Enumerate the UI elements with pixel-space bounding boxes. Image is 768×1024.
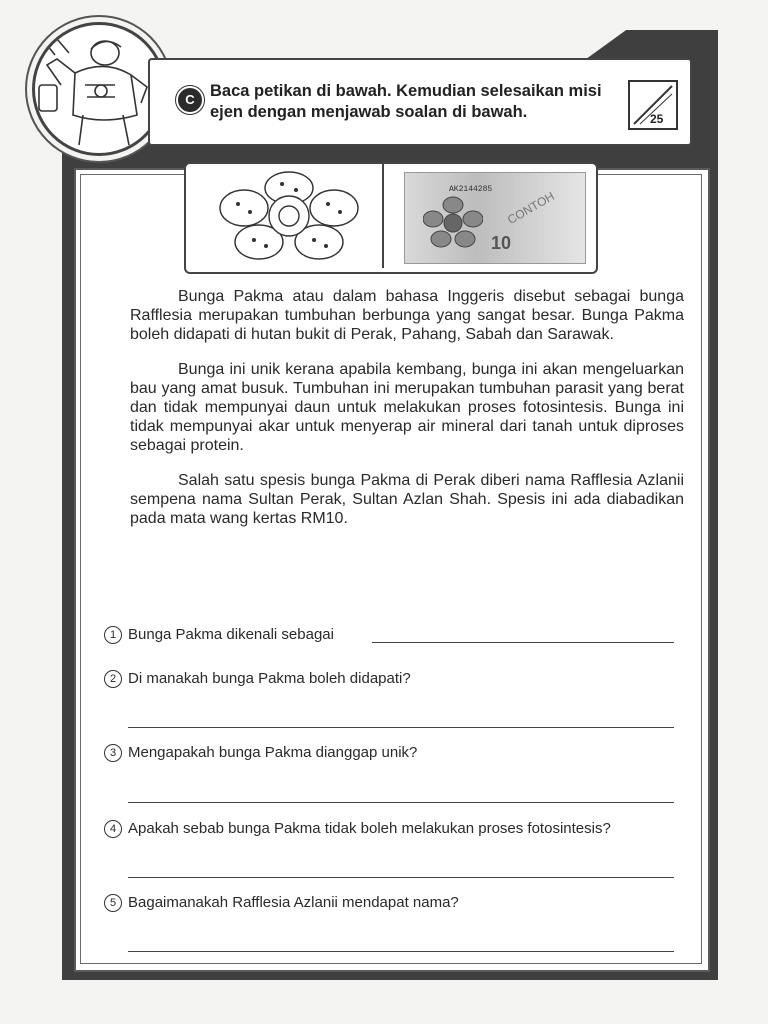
answer-line-1[interactable] xyxy=(372,642,674,643)
answer-line-3[interactable] xyxy=(128,802,674,803)
question-number: 3 xyxy=(104,744,122,762)
instruction-text: Baca petikan di bawah. Kemudian selesaikan misi ejen dengan menjawab soalan di bawah. xyxy=(210,82,602,121)
rafflesia-flower-drawing xyxy=(214,168,364,264)
banknote-serial: AK2144285 xyxy=(449,185,493,194)
banknote-watermark: CONTOH xyxy=(504,188,557,228)
question-text: Bunga Pakma dikenali sebagai xyxy=(128,626,334,643)
question-number: 2 xyxy=(104,670,122,688)
question-4 xyxy=(104,820,611,838)
score-total: 25 xyxy=(650,112,664,126)
passage-paragraph-2: Bunga ini unik kerana apabila kembang, bunga ini akan mengeluarkan bau yang amat busuk. Tumbuhan ini merupakan tumbuhan parasit yang berat dan tidak mempunyai daun untuk melakukan proses fotosintesis. Bunga ini tidak mempunyai akar untuk menyerap air mineral dari tanah untuk diproses sebagai protein. xyxy=(130,361,684,454)
section-badge: C xyxy=(176,86,204,114)
image-divider xyxy=(382,164,398,268)
rm10-banknote-image xyxy=(404,172,586,264)
banknote-denomination: 10 xyxy=(491,233,512,253)
question-number: 4 xyxy=(104,820,122,838)
question-number: 5 xyxy=(104,894,122,912)
question-3 xyxy=(104,744,417,762)
passage-paragraph-1: Bunga Pakma atau dalam bahasa Inggeris disebut sebagai bunga Rafflesia merupakan tumbuhan berbunga yang sangat besar. Bunga Pakma boleh didapati di hutan bukit di Perak, Pahang, Sabah dan Sarawak. xyxy=(130,288,684,343)
reading-passage xyxy=(130,287,684,544)
question-number: 1 xyxy=(104,626,122,644)
question-1 xyxy=(104,626,334,644)
banknote-flower-icon xyxy=(423,195,483,251)
question-text: Di manakah bunga Pakma boleh didapati? xyxy=(128,670,411,687)
question-5 xyxy=(104,894,459,912)
answer-line-5[interactable] xyxy=(128,951,674,952)
question-text: Bagaimanakah Rafflesia Azlanii mendapat nama? xyxy=(128,894,459,911)
question-text: Mengapakah bunga Pakma dianggap unik? xyxy=(128,744,418,761)
agent-character-illustration xyxy=(32,22,166,156)
answer-line-2[interactable] xyxy=(128,727,674,728)
passage-paragraph-3: Salah satu spesis bunga Pakma di Perak diberi nama Rafflesia Azlanii sempena nama Sultan Perak, Sultan Azlan Shah. Spesis ini ada diabadikan pada mata wang kertas RM10. xyxy=(130,472,684,527)
question-2 xyxy=(104,670,411,688)
answer-line-4[interactable] xyxy=(128,877,674,878)
question-text: Apakah sebab bunga Pakma tidak boleh melakukan proses fotosintesis? xyxy=(128,820,611,837)
